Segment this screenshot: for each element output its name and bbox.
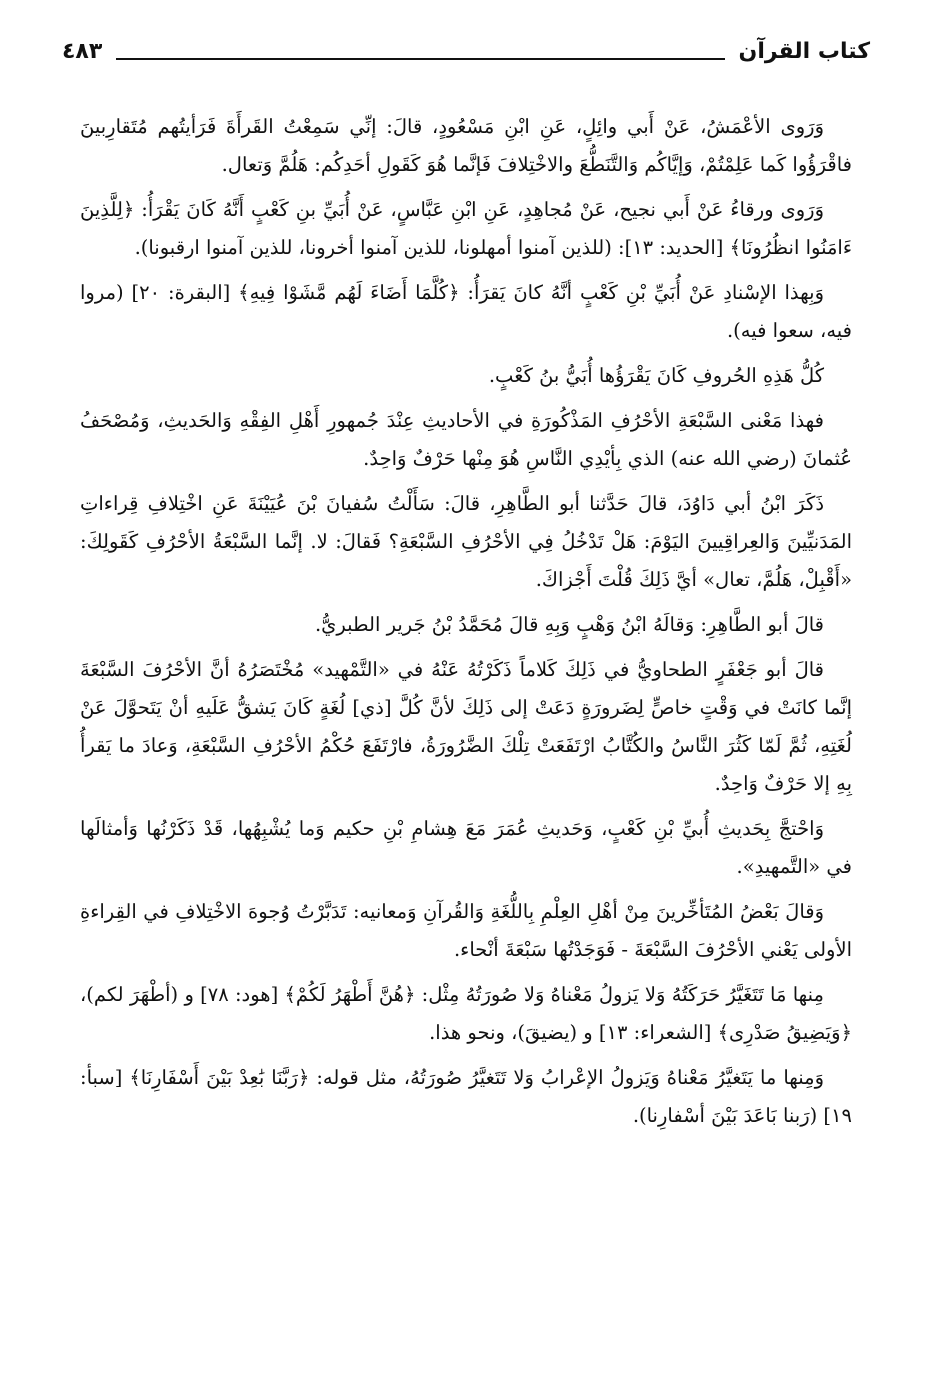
running-header: [62, 30, 870, 70]
header-rule: [116, 58, 724, 60]
paragraph-4: كُلُّ هَذِهِ الحُروفِ كَانَ يَقْرَؤُها أُبَيُّ بنُ كَعْبٍ.: [488, 364, 824, 387]
paragraph-10: وَقالَ بَعْضُ المُتَأخِّرينَ مِنْ أهْلِ العِلْمِ بِاللُّغَةِ وَالقُرآنِ وَمعانيه: تَدَبَّرْتُ وُجوهَ الاخْتِلافِ في القِراءةِ الأولى يَعْني الأحْرُفَ السَّبْعَةَ - فَوَجَدْتُها سَبْعَةَ أنْحاء.: [80, 900, 852, 961]
main-text: [80, 108, 852, 1135]
chapter-title: كتاب القرآن: [738, 39, 870, 64]
paragraph-6: ذَكَرَ ابْنُ أبي دَاوُدَ، قالَ حَدَّثنا أبو الطَّاهِرِ، قالَ: سَأَلْتُ سُفيانَ بْنَ عُيَيْنَةَ عَنِ اخْتِلافِ قِراءاتِ المَدَنيِّينَ وَالعِراقِيينَ اليَوْمَ: هَلْ تَدْخُلُ فِي الأحْرُفِ السَّبْعَةِ؟ فَقالَ: لا. إنَّما السَّبْعَةُ الأحْرُفِ كَقَولِكَ: «أَقْبِلْ، هَلُمَّ، تعال» أيَّ ذَلِكَ قُلْتَ أَجْزاكَ.: [80, 492, 852, 591]
paragraph-12: وَمِنها ما يَتَغيَّرُ مَعْناهُ وَيَزولُ الإعْرابُ وَلا تَتَغيَّرُ صُورَتُهُ، مثل قوله: ﴿رَبَّنَا بَٰعِدْ بَيْنَ أَسْفَارِنَا﴾ [سبأ: ١٩] (رَبنا بَاعَدَ بَيْنَ أسْفارِنا).: [80, 1066, 852, 1127]
paragraph-2: وَرَوى ورقاءُ عَنْ أَبي نجيح، عَنْ مُجاهِدٍ، عَنِ ابْنِ عَبَّاسٍ، عَنْ أُبَيِّ بنِ كَعْبٍ أَنَّهُ كَانَ يَقْرَأُ: ﴿لِلَّذِينَ ءَامَنُوا انظُرُونَا﴾ [الحديد: ١٣]: (للذين آمنوا أمهلونا، للذين آمنوا أخرونا، للذين آمنوا ارقبونا).: [80, 198, 852, 259]
paragraph-3: وَبِهذا الإسْنادِ عَنْ أُبَيِّ بْنِ كَعْبٍ أنَّهُ كانَ يَقرَأُ: ﴿كُلَّمَا أَضَاءَ لَهُم مَّشَوْا فِيهِ﴾ [البقرة: ٢٠] (مروا فيه، سعوا فيه).: [80, 281, 852, 342]
paragraph-1: وَرَوى الأعْمَشُ، عَنْ أَبي وائِلٍ، عَنِ ابْنِ مَسْعُودٍ، قالَ: إنِّي سَمِعْتُ القَرأَةَ فَرَأيتُهم مُتَقارِبينَ فاقْرَؤُوا كَما عَلِمْتُمْ، وَإيَّاكُم وَالتَّنَطُّعَ والاخْتِلافَ فَإنَّما هُوَ كَقَولِ أحَدِكُم: هَلُمَّ وَتعال.: [80, 115, 852, 176]
paragraph-7: قالَ أبو الطَّاهِرِ: وَقالَهُ ابْنُ وَهْبٍ وَبِهِ قالَ مُحَمَّدُ بْنُ جَرير الطبريُّ.: [314, 613, 824, 636]
page-number: ٤٨٣: [62, 39, 103, 64]
paragraph-5: فهذا مَعْنى السَّبْعَةِ الأحْرُفِ المَذْكُورَةِ في الأحاديثِ عِنْدَ جُمهورِ أَهْلِ الفِقْهِ وَالحَديثِ، وَمُصْحَفُ عُثمانَ (رضي الله عنه) الذي بِأيْدِي النَّاسِ هُوَ مِنْها حَرْفٌ وَاحِدٌ.: [80, 409, 852, 470]
paragraph-9: وَاحْتجَّ بِحَديثِ أُبيِّ بْنِ كَعْبٍ، وَحَديثِ عُمَرَ مَعَ هِشامِ بْنِ حكيم وَما يُشْبِهُها، قَدْ ذَكَرْنُها وَأمثالَها في «التَّمهيدِ».: [80, 817, 852, 878]
paragraph-8: قالَ أبو جَعْفَرٍ الطحاويُّ في ذَلِكَ كَلاماً ذَكَرْتُهُ عَنْهُ في «التَّمْهيد» مُخْتَصَرُهُ أنَّ الأحْرُفَ السَّبْعَةَ إنَّما كانَتْ في وَقْتٍ خاصٍّ لِضَرورَةٍ دَعَتْ إلى ذَلِكَ لأنَّ كُلَّ [ذي] لُغَةٍ كَانَ يَشقُّ عَلَيهِ أنْ يَتَحوَّلَ عَنْ لُغَتِهِ، ثُمَّ لَمّا كَثُرَ النَّاسُ والكُتَّابُ ارْتَفَعَتْ تِلْكَ الضَّرُورَةُ، فارْتَفَعَ حُكْمُ الأحْرُفِ السَّبْعَةِ، وَعادَ ما يَقرأُ بِهِ إلا حَرْفٌ وَاحِدٌ.: [80, 658, 852, 795]
paragraph-11: مِنها مَا تَتَغَيَّرُ حَرَكَتُهُ وَلا يَزولُ مَعْناهُ وَلا صُورَتُهُ مِثْل: ﴿هُنَّ أَطْهَرُ لَكُمْ﴾ [هود: ٧٨] و (أطْهَرَ لكم)، ﴿وَيَضِيقُ صَدْرِى﴾ [الشعراء: ١٣] و (يضيقَ)، ونحو هذا.: [80, 983, 852, 1044]
